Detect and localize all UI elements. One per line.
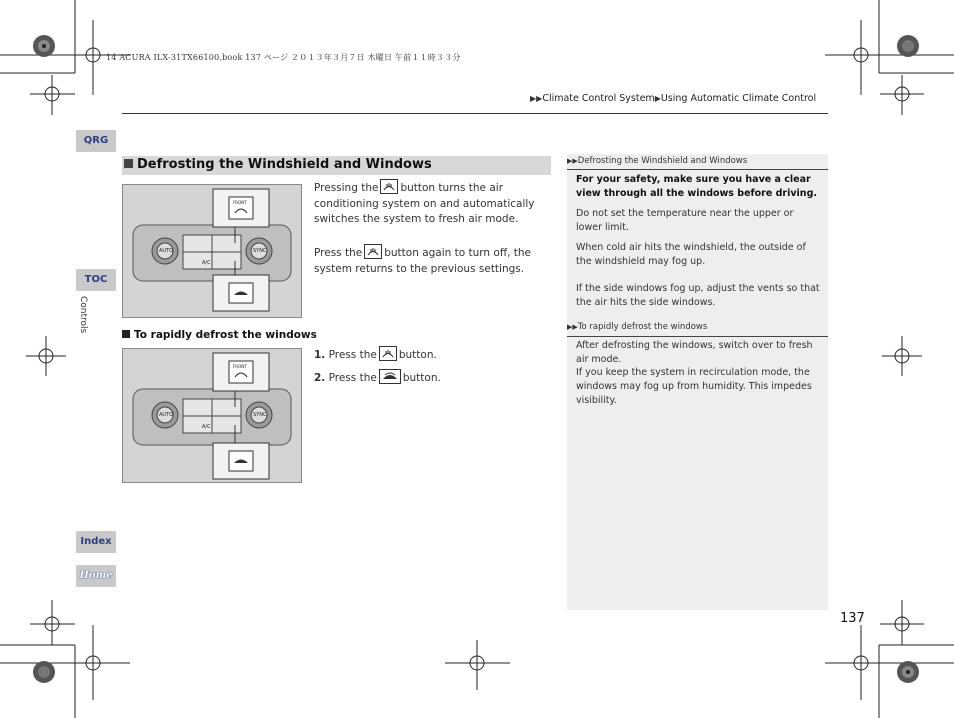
front-label: FRONT: [233, 200, 247, 205]
breadcrumb-link-climate[interactable]: Climate Control System: [542, 93, 655, 104]
ac-label: A/C: [202, 260, 211, 266]
breadcrumb-link-automatic[interactable]: Using Automatic Climate Control: [660, 93, 817, 104]
note-recirculation: If you keep the system in recirculation mode, the windows may fog up from humidity. This impedes visibility.: [576, 367, 812, 406]
climate-panel-illustration-1: [122, 184, 302, 318]
note-arrow-icon: ▶▶: [567, 323, 578, 331]
toc-tab[interactable]: TOC: [76, 269, 116, 291]
breadcrumb-arrow-icon: ▶▶: [530, 94, 543, 103]
note-side-windows: If the side windows fog up, adjust the vents so that the air hits the side windows.: [576, 283, 820, 308]
note-rule: [567, 169, 828, 170]
page-number: 137: [840, 611, 865, 626]
breadcrumb: [530, 93, 816, 104]
ac-label: A/C: [202, 424, 211, 430]
home-tab[interactable]: Home: [76, 565, 116, 587]
file-header: 14 ACURA ILX-31TX66100.book 137 ページ ２０１３年３月７日 木曜日 午前１１時３３分: [106, 53, 461, 62]
para-defrost-off: Press the button again to turn off, the system returns to the previous settings.: [314, 244, 546, 277]
chapter-label: Controls: [78, 296, 88, 334]
recirculation-icon: [379, 369, 401, 384]
climate-panel-illustration-2: [122, 348, 302, 483]
header-rule: [122, 113, 828, 114]
front-label: FRONT: [233, 364, 247, 369]
sync-label: SYNC: [253, 412, 267, 418]
para-defrost-on: Pressing the button turns the air conditioning system on and automatically switches the system to fresh air mode.: [314, 179, 546, 228]
note-head-rapid: ▶▶To rapidly defrost the windows: [567, 322, 708, 332]
step-2: 2. Press the button.: [314, 369, 546, 387]
sync-label: SYNC: [253, 248, 267, 254]
note-rule: [567, 336, 828, 337]
note-head-defrost: ▶▶Defrosting the Windshield and Windows: [567, 156, 748, 166]
section-title: Defrosting the Windshield and Windows: [124, 157, 432, 172]
index-tab[interactable]: Index: [76, 531, 116, 553]
front-defroster-icon: [364, 244, 382, 259]
note-arrow-icon: ▶▶: [567, 157, 578, 165]
note-cold-air: When cold air hits the windshield, the outside of the windshield may fog up.: [576, 242, 806, 267]
front-defroster-icon: [380, 179, 398, 194]
auto-label: AUTO: [159, 412, 174, 418]
front-defroster-icon: [379, 346, 397, 361]
subhead-marker-icon: [122, 330, 130, 338]
subhead-rapid-defrost: To rapidly defrost the windows: [122, 329, 317, 341]
section-marker-icon: [124, 159, 133, 168]
climate-panel-drawing: [123, 349, 301, 482]
note-temperature: Do not set the temperature near the upper or lower limit.: [576, 208, 794, 233]
auto-label: AUTO: [159, 248, 174, 254]
breadcrumb-arrow-icon: ▶: [654, 94, 661, 103]
note-fresh-air: After defrosting the windows, switch over to fresh air mode.: [576, 340, 813, 365]
climate-panel-drawing: [123, 185, 301, 317]
safety-note: For your safety, make sure you have a clear view through all the windows before driving.: [576, 174, 817, 199]
step-1: 1. Press the button.: [314, 346, 546, 364]
qrg-tab[interactable]: QRG: [76, 130, 116, 152]
